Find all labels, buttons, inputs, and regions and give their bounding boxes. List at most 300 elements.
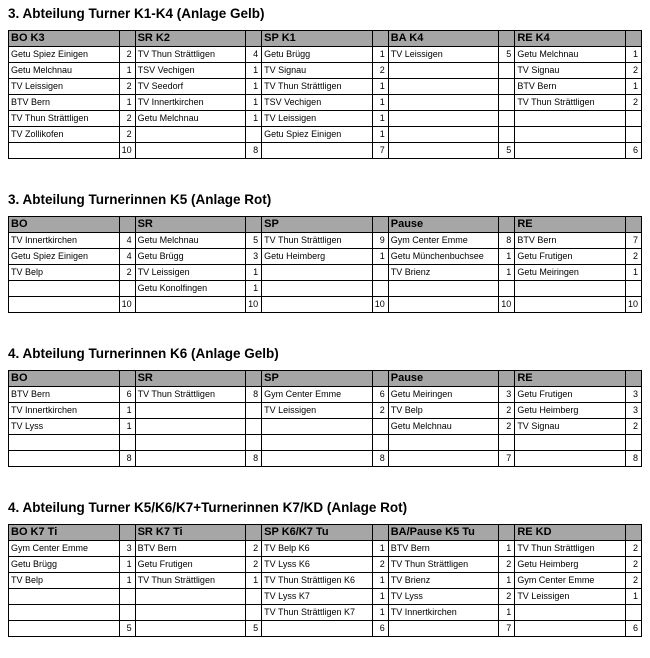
club-name: BTV Bern xyxy=(9,387,120,403)
club-name: TV Lyss K7 xyxy=(262,589,373,605)
station-header-spacer xyxy=(372,525,388,541)
participant-count xyxy=(625,281,641,297)
participant-count: 2 xyxy=(119,79,135,95)
station-total: 10 xyxy=(119,143,135,159)
club-name xyxy=(135,589,246,605)
participant-count: 3 xyxy=(246,249,262,265)
station-header-spacer xyxy=(372,31,388,47)
schedule-table xyxy=(8,524,642,637)
totals-spacer xyxy=(388,297,499,313)
section-turner-k1-k4 xyxy=(8,6,642,159)
club-name: Getu Spiez Einigen xyxy=(9,47,120,63)
club-name: BTV Bern xyxy=(9,95,120,111)
station-total: 10 xyxy=(625,297,641,313)
header-row xyxy=(9,31,642,47)
participant-count: 1 xyxy=(372,79,388,95)
table-row xyxy=(9,419,642,435)
totals-spacer xyxy=(135,143,246,159)
club-name: Getu Spiez Einigen xyxy=(9,249,120,265)
station-header-spacer xyxy=(499,371,515,387)
club-name: TV Belp xyxy=(9,573,120,589)
participant-count: 2 xyxy=(625,419,641,435)
table-row xyxy=(9,127,642,143)
club-name xyxy=(388,435,499,451)
station-header-spacer xyxy=(246,525,262,541)
participant-count: 1 xyxy=(625,79,641,95)
participant-count: 5 xyxy=(246,233,262,249)
club-name: TV Belp xyxy=(388,403,499,419)
table-row xyxy=(9,63,642,79)
participant-count: 1 xyxy=(499,249,515,265)
participant-count: 2 xyxy=(499,403,515,419)
club-name: Gym Center Emme xyxy=(515,573,626,589)
station-header-spacer xyxy=(625,217,641,233)
station-header: SP xyxy=(262,371,373,387)
header-row xyxy=(9,217,642,233)
participant-count: 2 xyxy=(625,557,641,573)
station-total: 7 xyxy=(499,451,515,467)
station-header: RE xyxy=(515,217,626,233)
participant-count xyxy=(625,127,641,143)
table-row xyxy=(9,111,642,127)
section-turnerinnen-k6 xyxy=(8,346,642,467)
table-row xyxy=(9,95,642,111)
club-name: Getu Brügg xyxy=(135,249,246,265)
station-header-spacer xyxy=(372,217,388,233)
totals-spacer xyxy=(135,451,246,467)
club-name xyxy=(262,265,373,281)
club-name xyxy=(515,281,626,297)
section-turnerinnen-k5 xyxy=(8,192,642,313)
club-name: TV Thun Strättligen xyxy=(9,111,120,127)
participant-count: 4 xyxy=(119,233,135,249)
participant-count: 2 xyxy=(372,403,388,419)
participant-count xyxy=(119,281,135,297)
participant-count xyxy=(119,605,135,621)
table-row xyxy=(9,281,642,297)
station-total: 8 xyxy=(119,451,135,467)
totals-spacer xyxy=(9,143,120,159)
participant-count xyxy=(246,419,262,435)
participant-count: 2 xyxy=(372,557,388,573)
participant-count xyxy=(372,419,388,435)
club-name: Getu Brügg xyxy=(9,557,120,573)
club-name: Getu Frutigen xyxy=(515,387,626,403)
participant-count: 3 xyxy=(625,387,641,403)
station-header: Pause xyxy=(388,371,499,387)
table-row xyxy=(9,387,642,403)
club-name xyxy=(262,419,373,435)
table-row xyxy=(9,573,642,589)
club-name: TV Brienz xyxy=(388,265,499,281)
station-header: SP K1 xyxy=(262,31,373,47)
participant-count: 2 xyxy=(119,47,135,63)
participant-count: 2 xyxy=(246,557,262,573)
participant-count xyxy=(499,281,515,297)
club-name: TV Signau xyxy=(515,63,626,79)
station-header-spacer xyxy=(246,31,262,47)
club-name: TV Innertkirchen xyxy=(388,605,499,621)
club-name: TV Lyss xyxy=(9,419,120,435)
club-name: BTV Bern xyxy=(515,233,626,249)
participant-count xyxy=(372,435,388,451)
schedule-table xyxy=(8,30,642,159)
club-name: TV Belp xyxy=(9,265,120,281)
participant-count: 3 xyxy=(499,387,515,403)
participant-count: 1 xyxy=(119,63,135,79)
station-total: 6 xyxy=(372,621,388,637)
station-header-spacer xyxy=(625,525,641,541)
club-name: TV Thun Strättligen xyxy=(262,233,373,249)
club-name: TV Thun Strättligen K7 xyxy=(262,605,373,621)
club-name xyxy=(388,63,499,79)
station-header-spacer xyxy=(246,371,262,387)
participant-count: 2 xyxy=(119,127,135,143)
participant-count xyxy=(499,111,515,127)
participant-count: 1 xyxy=(246,265,262,281)
participant-count: 1 xyxy=(246,111,262,127)
station-header: BO K7 Ti xyxy=(9,525,120,541)
table-row xyxy=(9,233,642,249)
participant-count xyxy=(372,281,388,297)
totals-spacer xyxy=(135,621,246,637)
club-name: Getu Melchnau xyxy=(135,233,246,249)
station-total: 6 xyxy=(625,143,641,159)
club-name xyxy=(388,79,499,95)
table-row xyxy=(9,249,642,265)
participant-count xyxy=(246,605,262,621)
station-header-spacer xyxy=(246,217,262,233)
station-header: RE xyxy=(515,371,626,387)
participant-count: 3 xyxy=(625,403,641,419)
totals-spacer xyxy=(9,621,120,637)
participant-count: 1 xyxy=(625,47,641,63)
participant-count: 1 xyxy=(246,63,262,79)
station-header-spacer xyxy=(499,525,515,541)
station-total: 8 xyxy=(372,451,388,467)
participant-count: 2 xyxy=(499,589,515,605)
club-name xyxy=(135,403,246,419)
club-name: TSV Vechigen xyxy=(135,63,246,79)
participant-count xyxy=(625,605,641,621)
station-total: 5 xyxy=(246,621,262,637)
participant-count: 1 xyxy=(499,573,515,589)
schedule-table xyxy=(8,216,642,313)
table-row xyxy=(9,605,642,621)
section-title: 3. Abteilung Turnerinnen K5 (Anlage Rot) xyxy=(8,192,272,207)
station-total: 8 xyxy=(625,451,641,467)
participant-count: 1 xyxy=(625,589,641,605)
club-name xyxy=(388,95,499,111)
participant-count: 1 xyxy=(372,589,388,605)
club-name xyxy=(262,281,373,297)
table-row xyxy=(9,541,642,557)
station-header-spacer xyxy=(625,31,641,47)
totals-spacer xyxy=(9,297,120,313)
club-name: TV Thun Strättligen xyxy=(135,387,246,403)
station-total: 10 xyxy=(246,297,262,313)
participant-count xyxy=(499,79,515,95)
participant-count: 4 xyxy=(119,249,135,265)
club-name: Gym Center Emme xyxy=(388,233,499,249)
club-name xyxy=(135,605,246,621)
station-header: BO K3 xyxy=(9,31,120,47)
participant-count: 8 xyxy=(499,233,515,249)
club-name: TSV Vechigen xyxy=(262,95,373,111)
participant-count xyxy=(625,435,641,451)
club-name: Getu Konolfingen xyxy=(135,281,246,297)
participant-count: 6 xyxy=(372,387,388,403)
header-row xyxy=(9,525,642,541)
club-name: TV Thun Strättligen K6 xyxy=(262,573,373,589)
club-name: TV Brienz xyxy=(388,573,499,589)
club-name: Getu Frutigen xyxy=(135,557,246,573)
table-row xyxy=(9,435,642,451)
section-title: 4. Abteilung Turner K5/K6/K7+Turnerinnen K7/KD (Anlage Rot) xyxy=(8,500,408,515)
participant-count xyxy=(499,435,515,451)
club-name: TV Seedorf xyxy=(135,79,246,95)
totals-spacer xyxy=(262,451,373,467)
station-header-spacer xyxy=(119,371,135,387)
station-total: 10 xyxy=(119,297,135,313)
club-name: TV Belp K6 xyxy=(262,541,373,557)
station-total: 8 xyxy=(246,451,262,467)
club-name: TV Thun Strättligen xyxy=(135,47,246,63)
club-name xyxy=(388,111,499,127)
station-total: 8 xyxy=(246,143,262,159)
station-header: Pause xyxy=(388,217,499,233)
participant-count xyxy=(246,127,262,143)
participant-count: 1 xyxy=(119,573,135,589)
participant-count: 5 xyxy=(499,47,515,63)
club-name: Getu Melchnau xyxy=(388,419,499,435)
participant-count: 9 xyxy=(372,233,388,249)
participant-count: 2 xyxy=(246,541,262,557)
club-name: Getu Münchenbuchsee xyxy=(388,249,499,265)
participant-count: 1 xyxy=(499,265,515,281)
station-total: 7 xyxy=(372,143,388,159)
station-header: RE KD xyxy=(515,525,626,541)
club-name: Getu Frutigen xyxy=(515,249,626,265)
participant-count: 1 xyxy=(499,541,515,557)
club-name xyxy=(9,435,120,451)
participant-count: 4 xyxy=(246,47,262,63)
club-name xyxy=(9,589,120,605)
totals-spacer xyxy=(135,297,246,313)
participant-count: 3 xyxy=(119,541,135,557)
station-total: 7 xyxy=(499,621,515,637)
schedule-table xyxy=(8,370,642,467)
station-header: SR xyxy=(135,217,246,233)
participant-count: 2 xyxy=(372,63,388,79)
station-total: 6 xyxy=(625,621,641,637)
totals-spacer xyxy=(388,451,499,467)
station-header: BA K4 xyxy=(388,31,499,47)
club-name: Getu Meiringen xyxy=(388,387,499,403)
participant-count xyxy=(499,95,515,111)
club-name xyxy=(9,605,120,621)
club-name: BTV Bern xyxy=(515,79,626,95)
participant-count: 2 xyxy=(625,541,641,557)
club-name: Getu Spiez Einigen xyxy=(262,127,373,143)
participant-count xyxy=(246,589,262,605)
header-row xyxy=(9,371,642,387)
station-header-spacer xyxy=(372,371,388,387)
station-header-spacer xyxy=(119,525,135,541)
totals-spacer xyxy=(515,297,626,313)
participant-count: 1 xyxy=(119,419,135,435)
totals-spacer xyxy=(262,621,373,637)
participant-count: 2 xyxy=(119,111,135,127)
participant-count: 1 xyxy=(372,573,388,589)
totals-spacer xyxy=(388,621,499,637)
participant-count: 1 xyxy=(372,127,388,143)
participant-count: 1 xyxy=(246,79,262,95)
club-name xyxy=(9,281,120,297)
participant-count: 7 xyxy=(625,233,641,249)
participant-count: 2 xyxy=(499,557,515,573)
table-row xyxy=(9,557,642,573)
participant-count: 1 xyxy=(246,95,262,111)
club-name: Getu Brügg xyxy=(262,47,373,63)
participant-count: 2 xyxy=(625,95,641,111)
station-header: BO xyxy=(9,371,120,387)
club-name xyxy=(135,435,246,451)
table-row xyxy=(9,589,642,605)
station-header: BO xyxy=(9,217,120,233)
club-name: TV Signau xyxy=(262,63,373,79)
participant-count xyxy=(625,111,641,127)
club-name: TV Signau xyxy=(515,419,626,435)
totals-spacer xyxy=(262,143,373,159)
club-name xyxy=(388,127,499,143)
participant-count: 2 xyxy=(119,265,135,281)
totals-spacer xyxy=(388,143,499,159)
participant-count: 1 xyxy=(625,265,641,281)
table-row xyxy=(9,265,642,281)
participant-count xyxy=(499,63,515,79)
club-name: TV Thun Strättligen xyxy=(515,541,626,557)
club-name: Getu Heimberg xyxy=(515,557,626,573)
station-header: BA/Pause K5 Tu xyxy=(388,525,499,541)
totals-spacer xyxy=(515,621,626,637)
club-name: BTV Bern xyxy=(388,541,499,557)
participant-count xyxy=(372,265,388,281)
club-name: Getu Heimberg xyxy=(515,403,626,419)
totals-row xyxy=(9,297,642,313)
club-name: Gym Center Emme xyxy=(9,541,120,557)
club-name: TV Leissigen xyxy=(388,47,499,63)
club-name: TV Leissigen xyxy=(515,589,626,605)
club-name: TV Thun Strättligen xyxy=(388,557,499,573)
totals-row xyxy=(9,451,642,467)
club-name: Gym Center Emme xyxy=(262,387,373,403)
participant-count: 2 xyxy=(625,573,641,589)
participant-count: 8 xyxy=(246,387,262,403)
totals-spacer xyxy=(9,451,120,467)
club-name xyxy=(262,435,373,451)
participant-count: 6 xyxy=(119,387,135,403)
station-header: SR K2 xyxy=(135,31,246,47)
participant-count: 2 xyxy=(625,63,641,79)
station-header: SR xyxy=(135,371,246,387)
participant-count: 1 xyxy=(119,95,135,111)
club-name xyxy=(515,127,626,143)
club-name: TV Thun Strättligen xyxy=(515,95,626,111)
participant-count: 1 xyxy=(372,111,388,127)
station-header-spacer xyxy=(119,31,135,47)
club-name: TV Zollikofen xyxy=(9,127,120,143)
club-name: TV Leissigen xyxy=(9,79,120,95)
section-turner-k5-k7-kd xyxy=(8,500,642,637)
club-name: TV Lyss xyxy=(388,589,499,605)
station-header: SR K7 Ti xyxy=(135,525,246,541)
club-name xyxy=(515,605,626,621)
club-name: TV Innertkirchen xyxy=(9,233,120,249)
station-header-spacer xyxy=(499,31,515,47)
station-header-spacer xyxy=(499,217,515,233)
table-row xyxy=(9,403,642,419)
club-name: TV Leissigen xyxy=(262,111,373,127)
station-total: 10 xyxy=(372,297,388,313)
totals-row xyxy=(9,143,642,159)
participant-count: 1 xyxy=(372,541,388,557)
participant-count xyxy=(246,435,262,451)
totals-row xyxy=(9,621,642,637)
participant-count xyxy=(499,127,515,143)
club-name xyxy=(135,419,246,435)
club-name: TV Thun Strättligen xyxy=(135,573,246,589)
station-total: 10 xyxy=(499,297,515,313)
participant-count: 1 xyxy=(246,573,262,589)
station-header-spacer xyxy=(119,217,135,233)
totals-spacer xyxy=(262,297,373,313)
participant-count xyxy=(119,435,135,451)
participant-count: 1 xyxy=(499,605,515,621)
station-total: 5 xyxy=(499,143,515,159)
table-row xyxy=(9,47,642,63)
participant-count: 1 xyxy=(119,557,135,573)
club-name: Getu Heimberg xyxy=(262,249,373,265)
station-header-spacer xyxy=(625,371,641,387)
club-name: TV Innertkirchen xyxy=(135,95,246,111)
club-name xyxy=(388,281,499,297)
totals-spacer xyxy=(515,143,626,159)
participant-count: 2 xyxy=(625,249,641,265)
club-name xyxy=(515,111,626,127)
club-name: TV Leissigen xyxy=(262,403,373,419)
club-name: TV Lyss K6 xyxy=(262,557,373,573)
club-name xyxy=(515,435,626,451)
participant-count: 1 xyxy=(246,281,262,297)
club-name: Getu Melchnau xyxy=(515,47,626,63)
club-name xyxy=(135,127,246,143)
club-name: Getu Melchnau xyxy=(9,63,120,79)
club-name: Getu Meiringen xyxy=(515,265,626,281)
participant-count xyxy=(119,589,135,605)
club-name: TV Leissigen xyxy=(135,265,246,281)
station-header: SP K6/K7 Tu xyxy=(262,525,373,541)
club-name: Getu Melchnau xyxy=(135,111,246,127)
club-name: TV Thun Strättligen xyxy=(262,79,373,95)
participant-count: 1 xyxy=(372,605,388,621)
participant-count: 1 xyxy=(372,95,388,111)
participant-count: 1 xyxy=(372,47,388,63)
station-header: SP xyxy=(262,217,373,233)
club-name: TV Innertkirchen xyxy=(9,403,120,419)
section-title: 3. Abteilung Turner K1-K4 (Anlage Gelb) xyxy=(8,6,265,21)
totals-spacer xyxy=(515,451,626,467)
